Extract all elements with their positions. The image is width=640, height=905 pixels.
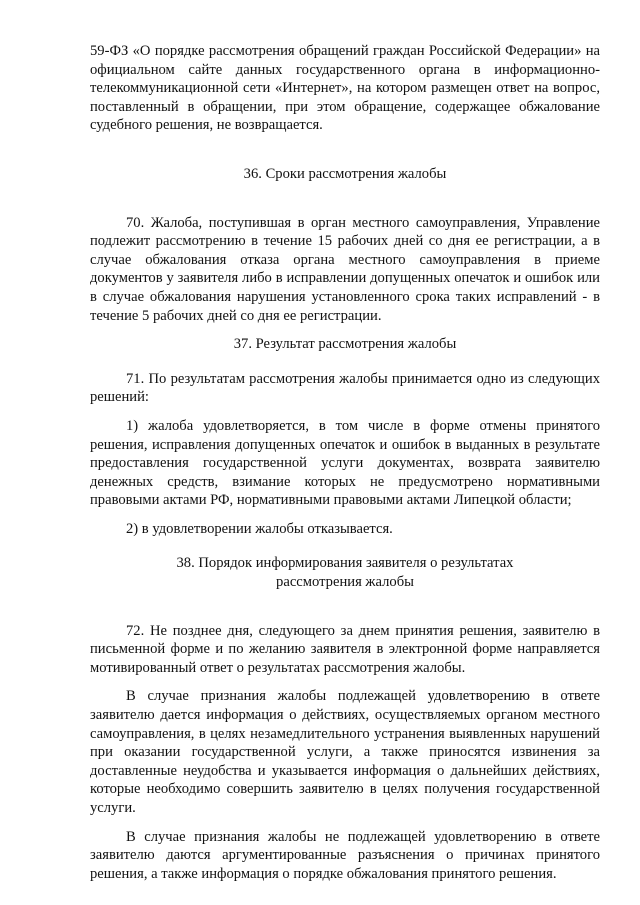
paragraph-72-case-rejected: В случае признания жалобы не подлежащей удовлетворению в ответе заявителю даются аргументированные разъяснения о причинах принятого решения, а также информация о порядке обжалования принятого решения. [90,828,600,882]
spacer [90,184,600,214]
spacer [90,818,600,828]
paragraph-71-item-1: 1) жалоба удовлетворяется, в том числе в форме отмены принятого решения, исправления допущенных опечаток и ошибок в выданных в результате предоставления государственной услуги документах, возврата заявителю денежных средств, взимание которых не предусмотрено нормативными правовыми актами РФ, нормативными правовыми актами Липецкой области; [90,417,600,509]
spacer [90,592,600,622]
spacer [90,677,600,687]
section-38-heading-line-1: 38. Порядок информирования заявителя о результатах [176,555,514,572]
spacer [90,325,600,335]
spacer [90,407,600,417]
intro-paragraph: 59-ФЗ «О порядке рассмотрения обращений граждан Российской Федерации» на официальном сайте данных государственного органа в информационно-телекоммуникационной сети «Интернет», на котором размещен ответ на вопрос, поставленный в обращении, при этом обращение, содержащее обжалование судебного решения, не возвращается. [90,43,600,134]
paragraph-72: 72. Не позднее дня, следующего за днем принятия решения, заявителю в письменной форме и по желанию заявителя в электронной форме направляется мотивированный ответ о результатах рассмотрения жалобы. [90,622,600,676]
spacer [90,510,600,520]
section-37-heading: 37. Результат рассмотрения жалобы [233,336,457,353]
spacer [90,538,600,554]
paragraph-72-case-satisfied: В случае признания жалобы подлежащей удовлетворению в ответе заявителю дается информация о действиях, осуществляемых органом местного самоуправления, в целях незамедлительного устранения выявленных нарушений при оказании государственной услуги, а также приносятся извинения за доставленные неудобства и указывается информация о дальнейших действиях, которые необходимо совершить заявителю в целях получения государственной услуги. [90,688,600,816]
paragraph-71: 71. По результатам рассмотрения жалобы принимается одно из следующих решений: [90,370,600,406]
spacer [90,135,600,165]
section-38-heading-line-2: рассмотрения жалобы [276,574,414,591]
paragraph-70: 70. Жалоба, поступившая в орган местного самоуправления, Управление подлежит рассмотрению в течение 15 рабочих дней со дня ее регистрации, а в случае обжалования отказа органа местного самоуправления в приеме документов у заявителя либо в исправлении допущенных опечаток и ошибок или в случае обжалования нарушения установленного срока таких исправлений - в течение 5 рабочих дней со дня ее регистрации. [90,214,600,324]
paragraph-71-item-2: 2) в удовлетворении жалобы отказывается. [126,520,393,537]
section-36-heading: 36. Сроки рассмотрения жалобы [243,165,447,182]
spacer [90,354,600,370]
